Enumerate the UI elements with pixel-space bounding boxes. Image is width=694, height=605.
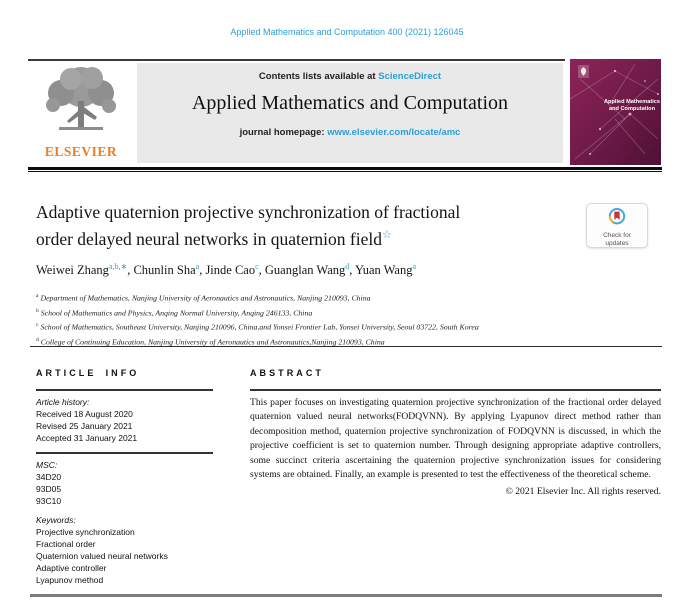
author: Jinde Cao$^c$, xyxy=(205,262,265,278)
history-revised: Revised 25 January 2021 xyxy=(36,421,133,431)
check-for-updates-badge[interactable] xyxy=(586,203,648,248)
keyword: Quaternion valued neural networks xyxy=(36,551,168,561)
header-thick-rule xyxy=(28,167,662,172)
article-history-block xyxy=(36,396,226,444)
affiliation: $^a$ Department of Mathematics, Nanjing University of Aeronautics and Astronautics, Nanjing 210093, China xyxy=(36,293,371,303)
columns-top-rule xyxy=(30,346,662,347)
msc-label: MSC: xyxy=(36,460,58,470)
msc-code: 34D20 xyxy=(36,472,62,482)
author: Chunlin Sha$^a$, xyxy=(133,262,206,278)
author: Yuan Wang$^a$ xyxy=(355,262,417,278)
keyword: Adaptive controller xyxy=(36,563,107,573)
contents-prefix: Contents lists available at xyxy=(258,71,379,82)
sciencedirect-link[interactable]: ScienceDirect xyxy=(378,71,442,82)
author-affil-sup: a,b,∗ xyxy=(108,262,128,271)
elsevier-logo xyxy=(30,63,132,164)
author-affil-sup: a xyxy=(195,262,200,271)
article-title-line2: order delayed neural networks in quaternion field xyxy=(36,228,382,249)
history-accepted: Accepted 31 January 2021 xyxy=(36,433,138,443)
keyword: Fractional order xyxy=(36,539,96,549)
affiliation: $^d$ College of Continuing Education, Nanjing University of Aeronautics and Astronautics,Nanjing 210093, China xyxy=(36,336,385,347)
abstract-text: This paper focuses on investigating quaternion projective synchronization of the fractional order delayed quaternion valued neural networks(FODQVNN). By applying Lyapunov direct method rather than decomposition method, quaternion projective synchronization of FODQVNN is discussed, in which the projective coefficient is set to quaternion number. Through designing appropriate adaptive controllers, some succinct criteria ascertaining the quaternion projective synchronization issues for considering systems are obtained. Finally, an example is presented to test the effectiveness of the theoretical scheme. xyxy=(250,397,661,481)
author-affil-sup: a xyxy=(412,262,417,271)
cover-title-line2: and Computation xyxy=(609,106,655,112)
journal-homepage-link[interactable]: www.elsevier.com/locate/amc xyxy=(327,127,461,138)
header-top-rule xyxy=(28,59,565,61)
keywords-label: Keywords: xyxy=(36,515,76,525)
affiliation: $^c$ School of Mathematics, Southeast University, Nanjing 210096, China,and Yonsei Frontier Lab, Yonsei University, Seoul 03722, South Korea xyxy=(36,322,479,332)
author-affil-sup: d xyxy=(345,262,350,271)
cover-elsevier-mark xyxy=(578,65,589,78)
abstract-heading-rule xyxy=(250,389,661,391)
keyword: Projective synchronization xyxy=(36,527,135,537)
journal-banner xyxy=(137,63,563,163)
crossmark-icon xyxy=(607,207,627,227)
author: Guanglan Wang$^d$, xyxy=(264,262,356,278)
keywords-block xyxy=(36,514,226,586)
homepage-line xyxy=(137,127,563,138)
elsevier-tree-icon xyxy=(39,63,123,143)
msc-code: 93C10 xyxy=(36,496,62,506)
history-received: Received 18 August 2020 xyxy=(36,409,133,419)
article-title xyxy=(36,201,581,251)
affiliation-list xyxy=(36,290,636,348)
journal-title: Applied Mathematics and Computation xyxy=(191,92,509,114)
article-title-line1: Adaptive quaternion projective synchronization of fractional xyxy=(36,202,461,222)
contents-line xyxy=(137,71,563,82)
journal-cover-thumbnail[interactable] xyxy=(570,59,661,165)
article-info-mid-rule xyxy=(36,452,213,454)
keyword: Lyapunov method xyxy=(36,575,104,585)
journal-citation: Applied Mathematics and Computation 400 (2021) 126045 xyxy=(230,27,464,37)
homepage-prefix: journal homepage: xyxy=(239,127,328,138)
copyright-line: © 2021 Elsevier Inc. All rights reserved. xyxy=(505,486,661,497)
article-info-heading: ARTICLE INFO xyxy=(36,368,140,378)
badge-label: Check for updates xyxy=(603,232,631,247)
author: Weiwei Zhang$^{a,b,∗}$, xyxy=(36,262,134,278)
author-affil-sup: c xyxy=(255,262,259,271)
elsevier-logo-text: ELSEVIER xyxy=(44,144,118,159)
author-list xyxy=(36,262,636,278)
msc-block xyxy=(36,459,226,507)
affiliation: $^b$ School of Mathematics and Physics, Anqing Normal University, Anqing 246133, China xyxy=(36,307,313,318)
article-info-heading-rule xyxy=(36,389,213,391)
cover-title-line1: Applied Mathematics xyxy=(604,99,660,105)
page-bottom-rule xyxy=(30,594,662,597)
abstract-heading: ABSTRACT xyxy=(250,368,324,378)
msc-code: 93D05 xyxy=(36,484,62,494)
title-footnote-star: ☆ xyxy=(381,229,392,241)
history-label: Article history: xyxy=(36,397,90,407)
